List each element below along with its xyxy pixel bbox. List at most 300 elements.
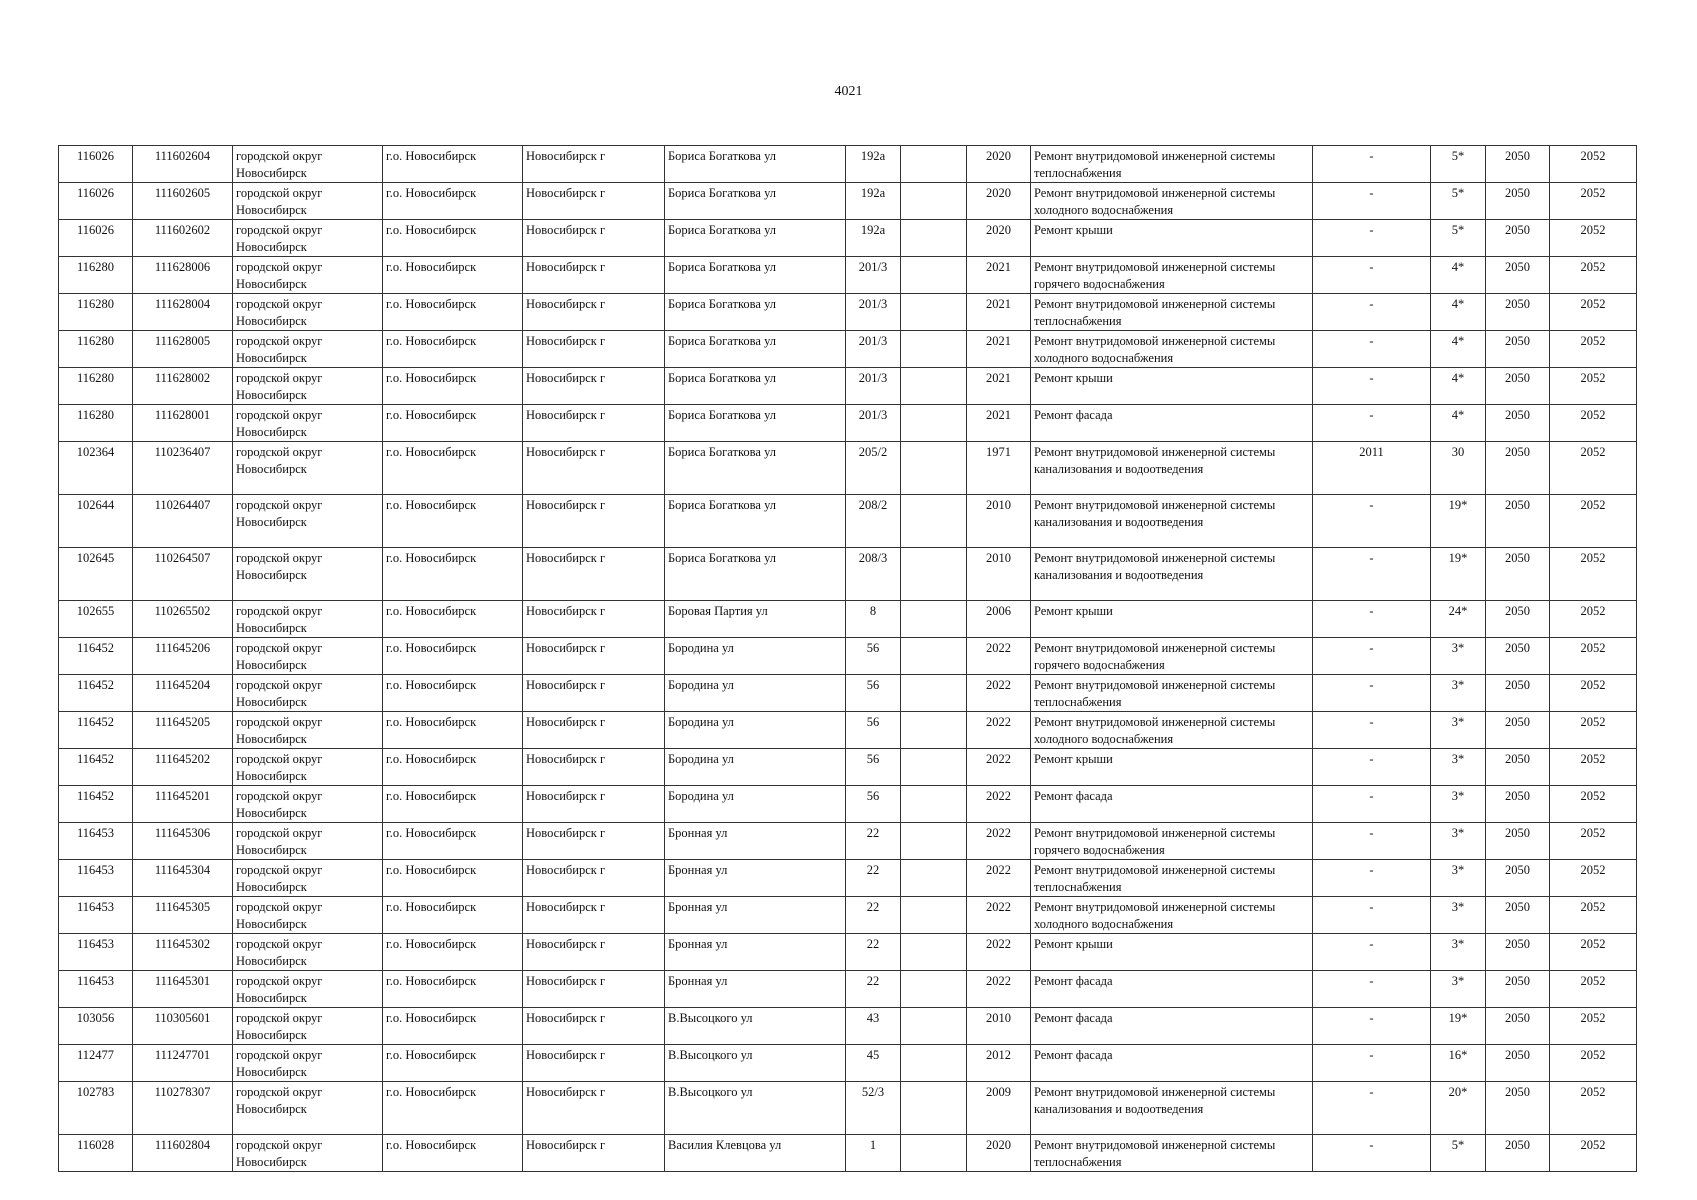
- municipality-cell: городской округ Новосибирск: [233, 405, 383, 442]
- commission-year-cell: 2022: [967, 786, 1031, 823]
- settlement-cell: г.о. Новосибирск: [383, 860, 523, 897]
- street-cell: В.Высоцкого ул: [665, 1008, 846, 1045]
- work-id-cell: 111602605: [133, 183, 233, 220]
- settlement-cell: г.о. Новосибирск: [383, 331, 523, 368]
- house-id-cell: 102644: [59, 495, 133, 548]
- house-number-cell: 201/3: [846, 331, 901, 368]
- wear-cell: 19*: [1431, 1008, 1486, 1045]
- house-number-cell: 56: [846, 712, 901, 749]
- commission-year-cell: 2021: [967, 331, 1031, 368]
- page-number: 4021: [834, 84, 863, 99]
- commission-year-cell: 2022: [967, 934, 1031, 971]
- capital-repair-table: [58, 145, 1637, 1172]
- street-cell: Бориса Богаткова ул: [665, 548, 846, 601]
- table-row: [59, 934, 1637, 971]
- wear-cell: 4*: [1431, 294, 1486, 331]
- wear-cell: 3*: [1431, 712, 1486, 749]
- building-cell: [901, 220, 967, 257]
- municipality-cell: городской округ Новосибирск: [233, 971, 383, 1008]
- commission-year-cell: 2021: [967, 405, 1031, 442]
- work-id-cell: 111645306: [133, 823, 233, 860]
- commission-year-cell: 2022: [967, 823, 1031, 860]
- work-id-cell: 111645204: [133, 675, 233, 712]
- work-id-cell: 110265502: [133, 601, 233, 638]
- work-id-cell: 111645205: [133, 712, 233, 749]
- plan-start-cell: 2050: [1486, 823, 1550, 860]
- plan-start-cell: 2050: [1486, 786, 1550, 823]
- wear-cell: 4*: [1431, 257, 1486, 294]
- house-id-cell: 116453: [59, 823, 133, 860]
- commission-year-cell: 2022: [967, 675, 1031, 712]
- commission-year-cell: 2012: [967, 1045, 1031, 1082]
- plan-end-cell: 2052: [1550, 934, 1637, 971]
- settlement-cell: г.о. Новосибирск: [383, 146, 523, 183]
- street-cell: Бориса Богаткова ул: [665, 183, 846, 220]
- table-row: [59, 331, 1637, 368]
- settlement-cell: г.о. Новосибирск: [383, 405, 523, 442]
- commission-year-cell: 2022: [967, 749, 1031, 786]
- building-cell: [901, 971, 967, 1008]
- settlement-cell: г.о. Новосибирск: [383, 712, 523, 749]
- commission-year-cell: 2010: [967, 548, 1031, 601]
- street-cell: Бронная ул: [665, 971, 846, 1008]
- wear-cell: 3*: [1431, 786, 1486, 823]
- municipality-cell: городской округ Новосибирск: [233, 897, 383, 934]
- wear-cell: 3*: [1431, 897, 1486, 934]
- work-id-cell: 110305601: [133, 1008, 233, 1045]
- house-number-cell: 56: [846, 638, 901, 675]
- municipality-cell: городской округ Новосибирск: [233, 146, 383, 183]
- building-cell: [901, 257, 967, 294]
- building-cell: [901, 786, 967, 823]
- house-number-cell: 208/2: [846, 495, 901, 548]
- table-row: [59, 1045, 1637, 1082]
- house-number-cell: 43: [846, 1008, 901, 1045]
- plan-start-cell: 2050: [1486, 1135, 1550, 1172]
- house-number-cell: 201/3: [846, 405, 901, 442]
- locality-cell: Новосибирск г: [523, 442, 665, 495]
- plan-start-cell: 2050: [1486, 294, 1550, 331]
- building-cell: [901, 860, 967, 897]
- locality-cell: Новосибирск г: [523, 749, 665, 786]
- street-cell: Бородина ул: [665, 675, 846, 712]
- building-cell: [901, 823, 967, 860]
- plan-start-cell: 2050: [1486, 405, 1550, 442]
- table-row: [59, 1082, 1637, 1135]
- street-cell: Бориса Богаткова ул: [665, 294, 846, 331]
- house-number-cell: 201/3: [846, 294, 901, 331]
- plan-end-cell: 2052: [1550, 1082, 1637, 1135]
- plan-end-cell: 2052: [1550, 220, 1637, 257]
- work-type-cell: Ремонт внутридомовой инженерной системы теплоснабжения: [1031, 860, 1313, 897]
- building-cell: [901, 146, 967, 183]
- work-type-cell: Ремонт крыши: [1031, 749, 1313, 786]
- last-repair-year-cell: -: [1313, 712, 1431, 749]
- plan-end-cell: 2052: [1550, 897, 1637, 934]
- house-number-cell: 22: [846, 897, 901, 934]
- last-repair-year-cell: -: [1313, 257, 1431, 294]
- commission-year-cell: 2021: [967, 257, 1031, 294]
- wear-cell: 5*: [1431, 220, 1486, 257]
- street-cell: Бронная ул: [665, 860, 846, 897]
- street-cell: Бородина ул: [665, 786, 846, 823]
- plan-end-cell: 2052: [1550, 675, 1637, 712]
- last-repair-year-cell: -: [1313, 971, 1431, 1008]
- municipality-cell: городской округ Новосибирск: [233, 1008, 383, 1045]
- settlement-cell: г.о. Новосибирск: [383, 183, 523, 220]
- commission-year-cell: 2010: [967, 495, 1031, 548]
- table-row: [59, 712, 1637, 749]
- plan-start-cell: 2050: [1486, 1045, 1550, 1082]
- work-type-cell: Ремонт крыши: [1031, 934, 1313, 971]
- commission-year-cell: 2022: [967, 860, 1031, 897]
- municipality-cell: городской округ Новосибирск: [233, 675, 383, 712]
- work-type-cell: Ремонт фасада: [1031, 1008, 1313, 1045]
- house-id-cell: 116028: [59, 1135, 133, 1172]
- building-cell: [901, 294, 967, 331]
- municipality-cell: городской округ Новосибирск: [233, 183, 383, 220]
- settlement-cell: г.о. Новосибирск: [383, 823, 523, 860]
- last-repair-year-cell: -: [1313, 675, 1431, 712]
- commission-year-cell: 2009: [967, 1082, 1031, 1135]
- house-id-cell: 116452: [59, 749, 133, 786]
- work-type-cell: Ремонт фасада: [1031, 786, 1313, 823]
- plan-end-cell: 2052: [1550, 749, 1637, 786]
- plan-end-cell: 2052: [1550, 548, 1637, 601]
- house-id-cell: 116453: [59, 897, 133, 934]
- street-cell: Бронная ул: [665, 897, 846, 934]
- wear-cell: 5*: [1431, 1135, 1486, 1172]
- street-cell: Бориса Богаткова ул: [665, 220, 846, 257]
- table-row: [59, 1008, 1637, 1045]
- plan-end-cell: 2052: [1550, 257, 1637, 294]
- plan-start-cell: 2050: [1486, 146, 1550, 183]
- house-number-cell: 192а: [846, 220, 901, 257]
- work-type-cell: Ремонт крыши: [1031, 220, 1313, 257]
- wear-cell: 4*: [1431, 368, 1486, 405]
- street-cell: Бориса Богаткова ул: [665, 331, 846, 368]
- table-row: [59, 405, 1637, 442]
- plan-start-cell: 2050: [1486, 257, 1550, 294]
- house-number-cell: 192а: [846, 183, 901, 220]
- work-type-cell: Ремонт внутридомовой инженерной системы теплоснабжения: [1031, 294, 1313, 331]
- work-id-cell: 110278307: [133, 1082, 233, 1135]
- settlement-cell: г.о. Новосибирск: [383, 1008, 523, 1045]
- plan-start-cell: 2050: [1486, 1008, 1550, 1045]
- house-number-cell: 45: [846, 1045, 901, 1082]
- table-row: [59, 675, 1637, 712]
- last-repair-year-cell: -: [1313, 934, 1431, 971]
- last-repair-year-cell: 2011: [1313, 442, 1431, 495]
- work-type-cell: Ремонт фасада: [1031, 1045, 1313, 1082]
- house-id-cell: 116452: [59, 675, 133, 712]
- last-repair-year-cell: -: [1313, 601, 1431, 638]
- commission-year-cell: 2020: [967, 1135, 1031, 1172]
- work-type-cell: Ремонт внутридомовой инженерной системы канализования и водоотведения: [1031, 1082, 1313, 1135]
- work-type-cell: Ремонт внутридомовой инженерной системы горячего водоснабжения: [1031, 257, 1313, 294]
- table-row: [59, 146, 1637, 183]
- street-cell: Бориса Богаткова ул: [665, 146, 846, 183]
- plan-start-cell: 2050: [1486, 183, 1550, 220]
- building-cell: [901, 405, 967, 442]
- street-cell: Бориса Богаткова ул: [665, 442, 846, 495]
- last-repair-year-cell: -: [1313, 495, 1431, 548]
- settlement-cell: г.о. Новосибирск: [383, 1135, 523, 1172]
- street-cell: Бородина ул: [665, 749, 846, 786]
- house-number-cell: 22: [846, 934, 901, 971]
- municipality-cell: городской округ Новосибирск: [233, 934, 383, 971]
- commission-year-cell: 2010: [967, 1008, 1031, 1045]
- work-id-cell: 111628006: [133, 257, 233, 294]
- house-number-cell: 52/3: [846, 1082, 901, 1135]
- wear-cell: 3*: [1431, 971, 1486, 1008]
- wear-cell: 3*: [1431, 749, 1486, 786]
- last-repair-year-cell: -: [1313, 638, 1431, 675]
- plan-end-cell: 2052: [1550, 786, 1637, 823]
- wear-cell: 19*: [1431, 548, 1486, 601]
- settlement-cell: г.о. Новосибирск: [383, 548, 523, 601]
- table-row: [59, 749, 1637, 786]
- work-type-cell: Ремонт внутридомовой инженерной системы теплоснабжения: [1031, 675, 1313, 712]
- last-repair-year-cell: -: [1313, 749, 1431, 786]
- plan-end-cell: 2052: [1550, 183, 1637, 220]
- building-cell: [901, 1045, 967, 1082]
- locality-cell: Новосибирск г: [523, 675, 665, 712]
- work-id-cell: 111645201: [133, 786, 233, 823]
- building-cell: [901, 331, 967, 368]
- building-cell: [901, 749, 967, 786]
- house-number-cell: 22: [846, 971, 901, 1008]
- street-cell: Бориса Богаткова ул: [665, 495, 846, 548]
- plan-end-cell: 2052: [1550, 712, 1637, 749]
- work-id-cell: 111645206: [133, 638, 233, 675]
- plan-start-cell: 2050: [1486, 934, 1550, 971]
- house-id-cell: 102645: [59, 548, 133, 601]
- wear-cell: 5*: [1431, 146, 1486, 183]
- house-number-cell: 8: [846, 601, 901, 638]
- commission-year-cell: 2022: [967, 638, 1031, 675]
- plan-end-cell: 2052: [1550, 495, 1637, 548]
- last-repair-year-cell: -: [1313, 331, 1431, 368]
- work-type-cell: Ремонт внутридомовой инженерной системы горячего водоснабжения: [1031, 823, 1313, 860]
- table-row: [59, 601, 1637, 638]
- settlement-cell: г.о. Новосибирск: [383, 257, 523, 294]
- locality-cell: Новосибирск г: [523, 712, 665, 749]
- locality-cell: Новосибирск г: [523, 294, 665, 331]
- wear-cell: 19*: [1431, 495, 1486, 548]
- building-cell: [901, 495, 967, 548]
- work-id-cell: 111628001: [133, 405, 233, 442]
- municipality-cell: городской округ Новосибирск: [233, 823, 383, 860]
- plan-end-cell: 2052: [1550, 638, 1637, 675]
- building-cell: [901, 1082, 967, 1135]
- commission-year-cell: 2020: [967, 146, 1031, 183]
- last-repair-year-cell: -: [1313, 786, 1431, 823]
- locality-cell: Новосибирск г: [523, 638, 665, 675]
- plan-end-cell: 2052: [1550, 1135, 1637, 1172]
- plan-end-cell: 2052: [1550, 405, 1637, 442]
- street-cell: В.Высоцкого ул: [665, 1045, 846, 1082]
- settlement-cell: г.о. Новосибирск: [383, 971, 523, 1008]
- table-row: [59, 257, 1637, 294]
- last-repair-year-cell: -: [1313, 1045, 1431, 1082]
- building-cell: [901, 675, 967, 712]
- plan-end-cell: 2052: [1550, 1045, 1637, 1082]
- house-number-cell: 56: [846, 786, 901, 823]
- building-cell: [901, 1135, 967, 1172]
- house-id-cell: 102364: [59, 442, 133, 495]
- municipality-cell: городской округ Новосибирск: [233, 638, 383, 675]
- work-id-cell: 111645304: [133, 860, 233, 897]
- house-id-cell: 116453: [59, 860, 133, 897]
- municipality-cell: городской округ Новосибирск: [233, 442, 383, 495]
- settlement-cell: г.о. Новосибирск: [383, 495, 523, 548]
- work-type-cell: Ремонт фасада: [1031, 405, 1313, 442]
- municipality-cell: городской округ Новосибирск: [233, 294, 383, 331]
- plan-start-cell: 2050: [1486, 971, 1550, 1008]
- house-id-cell: 116453: [59, 971, 133, 1008]
- wear-cell: 16*: [1431, 1045, 1486, 1082]
- locality-cell: Новосибирск г: [523, 786, 665, 823]
- plan-start-cell: 2050: [1486, 749, 1550, 786]
- last-repair-year-cell: -: [1313, 146, 1431, 183]
- building-cell: [901, 638, 967, 675]
- house-id-cell: 116026: [59, 220, 133, 257]
- work-type-cell: Ремонт крыши: [1031, 368, 1313, 405]
- work-id-cell: 111645301: [133, 971, 233, 1008]
- work-id-cell: 111247701: [133, 1045, 233, 1082]
- municipality-cell: городской округ Новосибирск: [233, 786, 383, 823]
- last-repair-year-cell: -: [1313, 1008, 1431, 1045]
- work-type-cell: Ремонт внутридомовой инженерной системы канализования и водоотведения: [1031, 495, 1313, 548]
- wear-cell: 4*: [1431, 331, 1486, 368]
- work-type-cell: Ремонт внутридомовой инженерной системы теплоснабжения: [1031, 146, 1313, 183]
- plan-start-cell: 2050: [1486, 442, 1550, 495]
- house-number-cell: 201/3: [846, 257, 901, 294]
- work-type-cell: Ремонт крыши: [1031, 601, 1313, 638]
- table-row: [59, 220, 1637, 257]
- locality-cell: Новосибирск г: [523, 1082, 665, 1135]
- locality-cell: Новосибирск г: [523, 495, 665, 548]
- plan-start-cell: 2050: [1486, 548, 1550, 601]
- plan-end-cell: 2052: [1550, 146, 1637, 183]
- house-id-cell: 116280: [59, 257, 133, 294]
- settlement-cell: г.о. Новосибирск: [383, 1082, 523, 1135]
- locality-cell: Новосибирск г: [523, 601, 665, 638]
- work-type-cell: Ремонт внутридомовой инженерной системы холодного водоснабжения: [1031, 897, 1313, 934]
- house-id-cell: 112477: [59, 1045, 133, 1082]
- house-number-cell: 56: [846, 675, 901, 712]
- plan-end-cell: 2052: [1550, 1008, 1637, 1045]
- house-number-cell: 56: [846, 749, 901, 786]
- work-id-cell: 110264507: [133, 548, 233, 601]
- last-repair-year-cell: -: [1313, 368, 1431, 405]
- work-id-cell: 111628002: [133, 368, 233, 405]
- locality-cell: Новосибирск г: [523, 1135, 665, 1172]
- plan-start-cell: 2050: [1486, 495, 1550, 548]
- work-id-cell: 111628005: [133, 331, 233, 368]
- work-id-cell: 111602602: [133, 220, 233, 257]
- work-type-cell: Ремонт внутридомовой инженерной системы холодного водоснабжения: [1031, 712, 1313, 749]
- street-cell: Василия Клевцова ул: [665, 1135, 846, 1172]
- table-row: [59, 442, 1637, 495]
- work-type-cell: Ремонт внутридомовой инженерной системы холодного водоснабжения: [1031, 183, 1313, 220]
- plan-end-cell: 2052: [1550, 823, 1637, 860]
- locality-cell: Новосибирск г: [523, 971, 665, 1008]
- street-cell: Бориса Богаткова ул: [665, 405, 846, 442]
- municipality-cell: городской округ Новосибирск: [233, 257, 383, 294]
- municipality-cell: городской округ Новосибирск: [233, 712, 383, 749]
- house-id-cell: 103056: [59, 1008, 133, 1045]
- locality-cell: Новосибирск г: [523, 405, 665, 442]
- municipality-cell: городской округ Новосибирск: [233, 601, 383, 638]
- locality-cell: Новосибирск г: [523, 1008, 665, 1045]
- house-id-cell: 116280: [59, 368, 133, 405]
- wear-cell: 5*: [1431, 183, 1486, 220]
- locality-cell: Новосибирск г: [523, 860, 665, 897]
- wear-cell: 24*: [1431, 601, 1486, 638]
- last-repair-year-cell: -: [1313, 405, 1431, 442]
- wear-cell: 3*: [1431, 934, 1486, 971]
- table-row: [59, 860, 1637, 897]
- plan-end-cell: 2052: [1550, 294, 1637, 331]
- house-id-cell: 116026: [59, 183, 133, 220]
- plan-end-cell: 2052: [1550, 860, 1637, 897]
- table-row: [59, 294, 1637, 331]
- settlement-cell: г.о. Новосибирск: [383, 786, 523, 823]
- wear-cell: 3*: [1431, 675, 1486, 712]
- plan-start-cell: 2050: [1486, 897, 1550, 934]
- building-cell: [901, 442, 967, 495]
- work-type-cell: Ремонт внутридомовой инженерной системы теплоснабжения: [1031, 1135, 1313, 1172]
- last-repair-year-cell: -: [1313, 897, 1431, 934]
- settlement-cell: г.о. Новосибирск: [383, 294, 523, 331]
- municipality-cell: городской округ Новосибирск: [233, 860, 383, 897]
- table-row: [59, 368, 1637, 405]
- work-type-cell: Ремонт внутридомовой инженерной системы холодного водоснабжения: [1031, 331, 1313, 368]
- work-id-cell: 111645302: [133, 934, 233, 971]
- locality-cell: Новосибирск г: [523, 220, 665, 257]
- wear-cell: 3*: [1431, 823, 1486, 860]
- house-number-cell: 22: [846, 823, 901, 860]
- locality-cell: Новосибирск г: [523, 1045, 665, 1082]
- street-cell: Бородина ул: [665, 638, 846, 675]
- last-repair-year-cell: -: [1313, 1135, 1431, 1172]
- settlement-cell: г.о. Новосибирск: [383, 638, 523, 675]
- house-number-cell: 205/2: [846, 442, 901, 495]
- street-cell: Бориса Богаткова ул: [665, 257, 846, 294]
- work-id-cell: 111628004: [133, 294, 233, 331]
- work-id-cell: 110264407: [133, 495, 233, 548]
- building-cell: [901, 368, 967, 405]
- plan-start-cell: 2050: [1486, 712, 1550, 749]
- last-repair-year-cell: -: [1313, 1082, 1431, 1135]
- plan-start-cell: 2050: [1486, 368, 1550, 405]
- locality-cell: Новосибирск г: [523, 548, 665, 601]
- locality-cell: Новосибирск г: [523, 183, 665, 220]
- wear-cell: 3*: [1431, 860, 1486, 897]
- municipality-cell: городской округ Новосибирск: [233, 220, 383, 257]
- table-row: [59, 495, 1637, 548]
- building-cell: [901, 183, 967, 220]
- house-id-cell: 116452: [59, 786, 133, 823]
- street-cell: Боровая Партия ул: [665, 601, 846, 638]
- house-number-cell: 201/3: [846, 368, 901, 405]
- plan-start-cell: 2050: [1486, 860, 1550, 897]
- work-id-cell: 111602804: [133, 1135, 233, 1172]
- last-repair-year-cell: -: [1313, 183, 1431, 220]
- wear-cell: 4*: [1431, 405, 1486, 442]
